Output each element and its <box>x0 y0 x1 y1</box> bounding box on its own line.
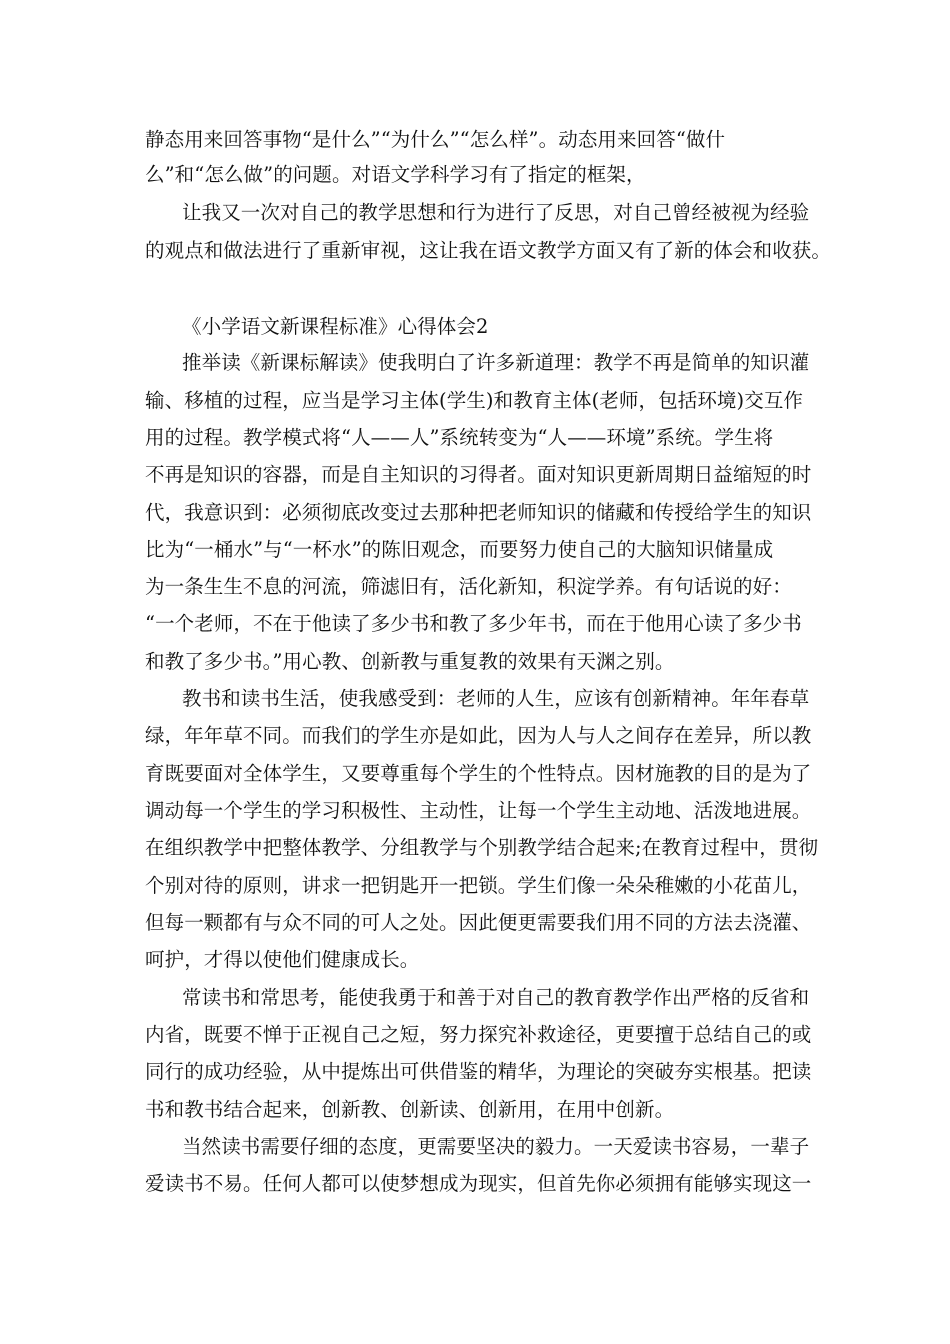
text-line: 内省，既要不惮于正视自己之短，努力探究补救途径，更要擅于总结自己的或 <box>145 1023 812 1046</box>
paragraph-first-line: 当然读书需要仔细的态度，更需要坚决的毅力。一天爱读书容易，一辈子 <box>182 1135 810 1158</box>
text-line: 比为“一桶水”与“一杯水”的陈旧观念，而要努力使自己的大脑知识储量成 <box>145 538 774 561</box>
text-line: 同行的成功经验，从中提炼出可供借鉴的精华，为理论的突破夯实根基。把读 <box>145 1060 812 1083</box>
text-line: 么”和“怎么做”的问题。对语文学科学习有了指定的框架， <box>145 163 646 186</box>
paragraph-first-line: 推举读《新课标解读》使我明白了许多新道理：教学不再是简单的知识灌 <box>182 351 810 374</box>
text-line: 育既要面对全体学生，又要尊重每个学生的个性特点。因材施教的目的是为了 <box>145 762 812 785</box>
paragraph-first-line: 教书和读书生活，使我感受到：老师的人生，应该有创新精神。年年春草 <box>182 687 810 710</box>
text-line: 和教了多少书。”用心教、创新教与重复教的效果有天渊之别。 <box>145 650 675 673</box>
paragraph-first-line: 让我又一次对自己的教学思想和行为进行了反思，对自己曾经被视为经验 <box>182 201 810 224</box>
text-line: 不再是知识的容器，而是自主知识的习得者。面对知识更新周期日益缩短的时 <box>145 463 812 486</box>
paragraph-first-line: 常读书和常思考，能使我勇于和善于对自己的教育教学作出严格的反省和 <box>182 986 810 1009</box>
text-line: 为一条生生不息的河流，筛滤旧有，活化新知，积淀学养。有句话说的好： <box>145 575 792 598</box>
text-line: 在组织教学中把整体教学、分组教学与个别教学结合起来;在教育过程中，贯彻 <box>145 836 819 859</box>
text-line: 代，我意识到：必须彻底改变过去那种把老师知识的储藏和传授给学生的知识 <box>145 501 812 524</box>
text-line: 但每一颗都有与众不同的可人之处。因此便更需要我们用不同的方法去浇灌、 <box>145 911 812 934</box>
text-line: 静态用来回答事物“是什么”“为什么”“怎么样”。动态用来回答“做什 <box>145 128 726 151</box>
section-heading: 《小学语文新课程标准》心得体会2 <box>182 315 489 338</box>
text-line: 呵护，才得以使他们健康成长。 <box>145 948 420 971</box>
text-line: 调动每一个学生的学习积极性、主动性，让每一个学生主动地、活泼地进展。 <box>145 799 812 822</box>
text-line: 书和教书结合起来，创新教、创新读、创新用，在用中创新。 <box>145 1098 675 1121</box>
text-line: 输、移植的过程，应当是学习主体(学生)和教育主体(老师，包括环境)交互作 <box>145 389 804 412</box>
text-line: 绿，年年草不同。而我们的学生亦是如此，因为人与人之间存在差异，所以教 <box>145 724 812 747</box>
text-line: “一个老师，不在于他读了多少书和教了多少年书，而在于他用心读了多少书 <box>145 612 802 635</box>
text-line: 用的过程。教学模式将“人——人”系统转变为“人——环境”系统。学生将 <box>145 426 774 449</box>
text-line: 的观点和做法进行了重新审视，这让我在语文教学方面又有了新的体会和收获。 <box>145 239 832 262</box>
text-line: 爱读书不易。任何人都可以使梦想成为现实，但首先你必须拥有能够实现这一 <box>145 1172 812 1195</box>
text-line: 个别对待的原则，讲求一把钥匙开一把锁。学生们像一朵朵稚嫩的小花苗儿， <box>145 874 812 897</box>
